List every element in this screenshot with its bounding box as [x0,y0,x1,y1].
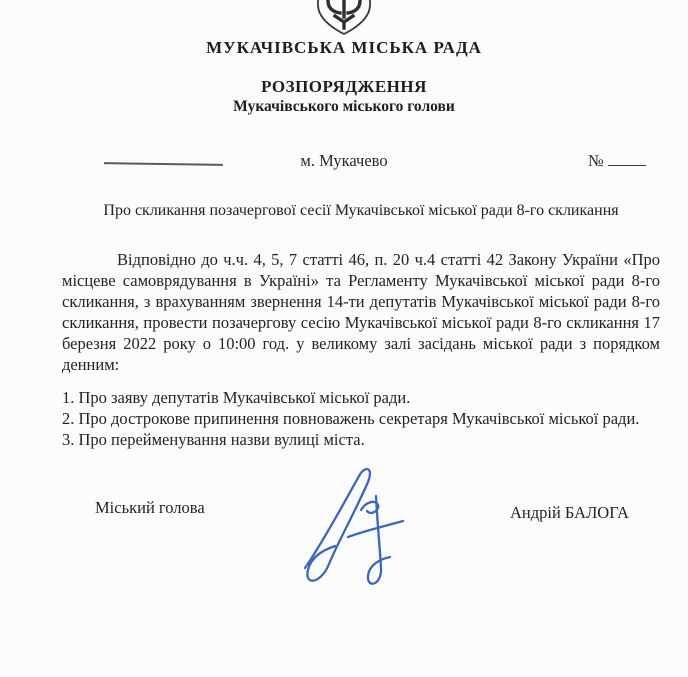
signer-name: Андрій БАЛОГА [510,503,629,522]
agenda-list [62,387,660,450]
handwritten-signature [291,458,419,598]
body-paragraph: Відповідно до ч.ч. 4, 5, 7 статті 46, п. 20 ч.4 статті 42 Закону України «Про місцеве самоврядування в Україні» та Регламенту Мукачівської міської ради 8-го скликання, з врахуванням звернення 14-ти депутатів Мукачівської міської ради 8-го скликання, провести позачергову сесію Мукачівської міської ради 8-го скликання 17 березня 2022 року о 10:00 год. у великому залі засідань міської ради з порядком денним: [62,250,660,374]
city-label: м. Мукачево [300,151,388,170]
doc-number-field [588,151,646,171]
signer-position: Міський голова [95,498,205,517]
agenda-item-3: 3. Про перейменування назви вулиці міста. [62,430,365,449]
number-label: № [588,151,604,170]
agenda-item-1: 1. Про заяву депутатів Мукачівської міської ради. [62,388,411,407]
doc-type-title: РОЗПОРЯДЖЕННЯ [261,77,427,96]
doc-title: Про скликання позачергової сесії Мукачівської міської ради 8-го скликання [103,202,619,219]
number-blank-line [608,165,646,166]
org-name: МУКАЧІВСЬКА МІСЬКА РАДА [206,38,482,57]
doc-subtitle: Мукачівського міського голови [233,98,455,115]
ukraine-trident-emblem-icon [313,0,375,37]
agenda-item-2: 2. Про дострокове припинення повноважень секретаря Мукачівської міської ради. [62,409,640,428]
